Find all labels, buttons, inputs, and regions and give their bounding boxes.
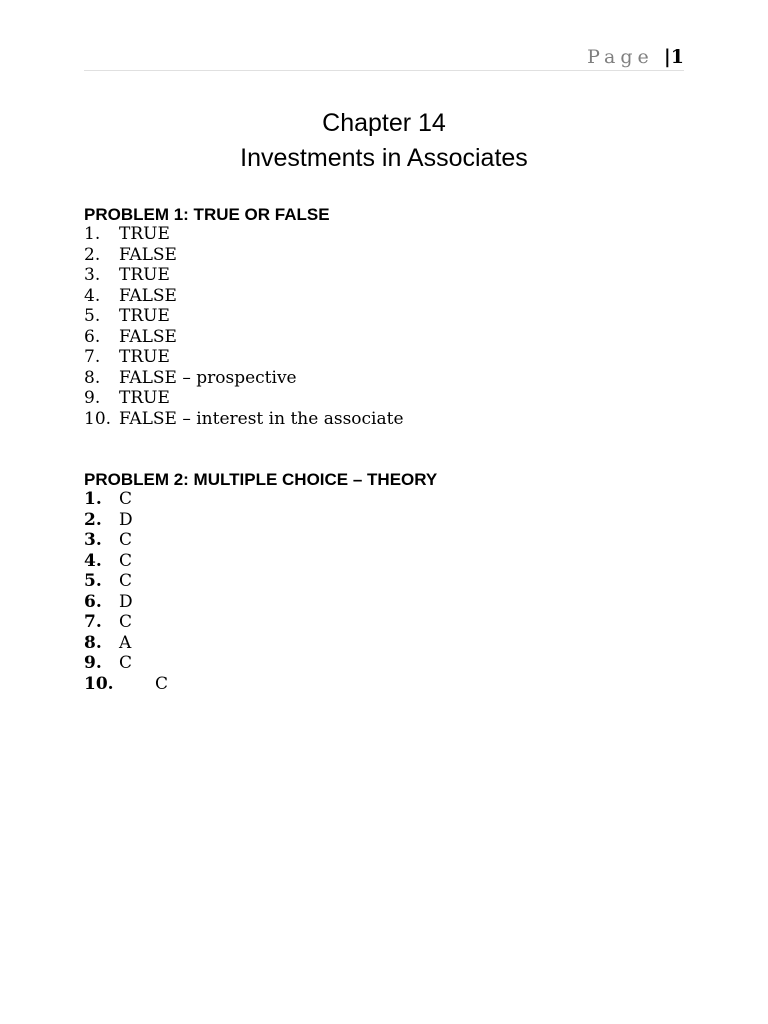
- item-answer: TRUE: [119, 224, 170, 244]
- list-item: [84, 306, 404, 327]
- item-number: 2.: [84, 244, 101, 265]
- item-answer: D: [119, 591, 133, 612]
- item-answer: A: [119, 632, 132, 653]
- item-number: 2.: [84, 509, 102, 530]
- item-answer: TRUE: [119, 265, 170, 285]
- item-answer: TRUE: [119, 347, 170, 367]
- list-item: [84, 674, 168, 695]
- item-number: 10.: [84, 673, 114, 694]
- item-answer: C: [119, 571, 133, 591]
- item-number: 7.: [84, 347, 101, 367]
- list-item: [84, 224, 404, 245]
- item-number: 9.: [84, 653, 102, 673]
- list-item: [84, 327, 404, 348]
- item-answer: TRUE: [119, 388, 170, 408]
- list-item: [84, 245, 404, 266]
- item-number: 6.: [84, 591, 102, 612]
- list-item: [84, 347, 404, 368]
- item-answer: D: [119, 509, 133, 530]
- item-answer: FALSE: [119, 285, 177, 306]
- list-item: [84, 409, 404, 430]
- item-number: 5.: [84, 571, 102, 591]
- item-answer: C: [119, 653, 133, 673]
- page-number-label: [587, 46, 684, 68]
- problem-2-answer-list: [84, 489, 168, 694]
- page-header: [84, 44, 684, 71]
- page-number: 1: [670, 46, 684, 68]
- problem-2-heading: PROBLEM 2: MULTIPLE CHOICE – THEORY: [84, 470, 438, 489]
- problem-1-heading: PROBLEM 1: TRUE OR FALSE: [84, 205, 330, 224]
- list-item: [84, 633, 168, 654]
- item-answer: FALSE: [119, 244, 177, 265]
- item-answer: C: [119, 612, 133, 632]
- page-separator: |: [663, 46, 671, 68]
- item-number: 8.: [84, 367, 101, 388]
- item-answer: FALSE: [119, 326, 177, 347]
- item-number: 4.: [84, 550, 102, 571]
- item-number: 1.: [84, 489, 102, 509]
- list-item: [84, 571, 168, 592]
- chapter-number: Chapter 14: [322, 109, 446, 137]
- item-number: 4.: [84, 285, 101, 306]
- item-number: 8.: [84, 632, 102, 653]
- list-item: [84, 368, 404, 389]
- item-number: 10.: [84, 408, 112, 429]
- list-item: [84, 510, 168, 531]
- list-item: [84, 592, 168, 613]
- list-item: [84, 530, 168, 551]
- item-answer: C: [119, 489, 133, 509]
- item-number: 1.: [84, 224, 101, 244]
- item-answer: TRUE: [119, 306, 170, 326]
- item-number: 3.: [84, 265, 101, 285]
- page-word: Page: [587, 46, 654, 68]
- item-answer: C: [119, 550, 133, 571]
- problem-1-answer-list: [84, 224, 404, 429]
- chapter-title: [0, 106, 768, 176]
- list-item: [84, 612, 168, 633]
- item-number: 5.: [84, 306, 101, 326]
- chapter-subject: Investments in Associates: [240, 144, 528, 172]
- list-item: [84, 265, 404, 286]
- list-item: [84, 388, 404, 409]
- list-item: [84, 489, 168, 510]
- item-answer: FALSE – interest in the associate: [119, 408, 404, 429]
- item-number: 3.: [84, 530, 102, 550]
- list-item: [84, 286, 404, 307]
- item-number: 6.: [84, 326, 101, 347]
- item-answer: FALSE – prospective: [119, 367, 297, 388]
- item-answer: C: [155, 673, 169, 694]
- item-number: 9.: [84, 388, 101, 408]
- item-number: 7.: [84, 612, 102, 632]
- item-answer: C: [119, 530, 133, 550]
- list-item: [84, 653, 168, 674]
- list-item: [84, 551, 168, 572]
